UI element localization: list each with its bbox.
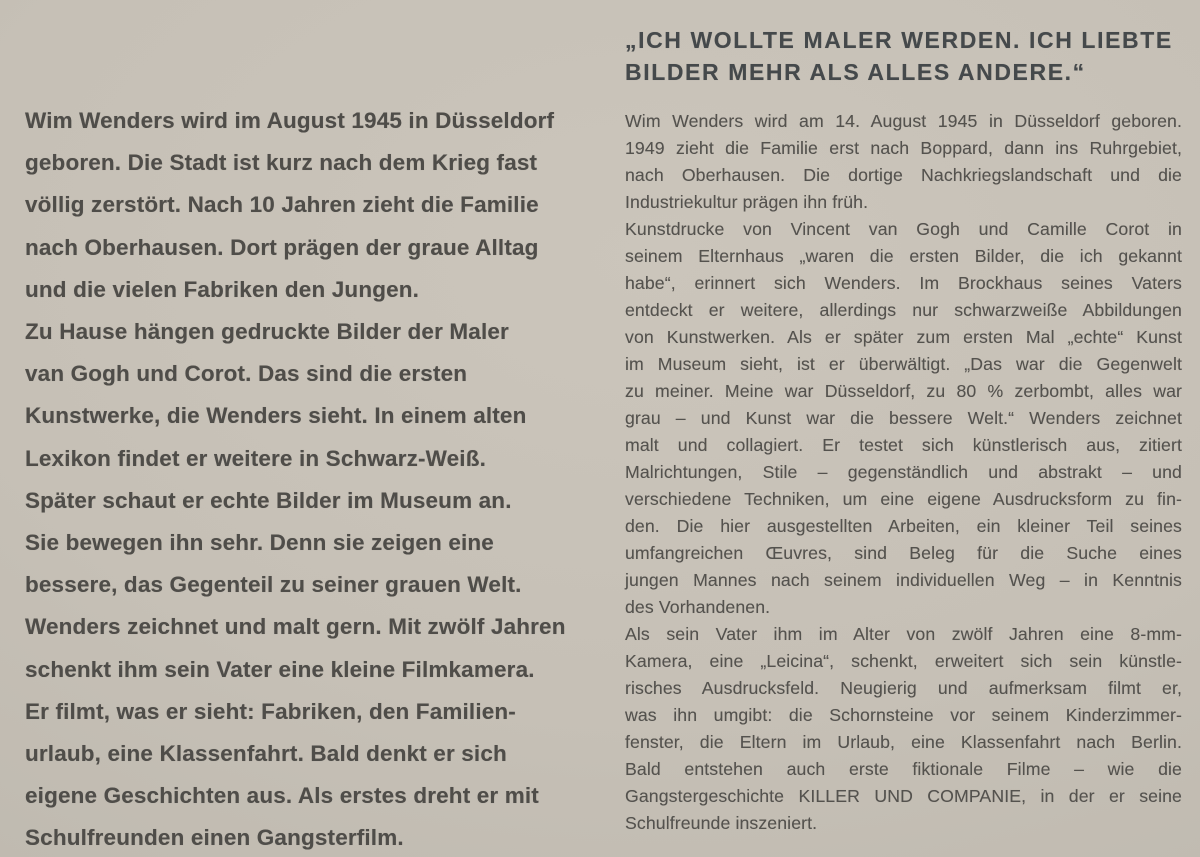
text-line: zu meiner. Meine war Düsseldorf, zu 80 % zerbombt, alles war bbox=[625, 381, 1182, 401]
text-line: entdeckt er weitere, allerdings nur schwarzweiße Abbildungen bbox=[625, 300, 1182, 320]
text-line: im Museum sieht, ist er überwältigt. „Das war die Gegenwelt bbox=[625, 354, 1182, 374]
text-line: Später schaut er echte Bilder im Museum an. bbox=[25, 487, 512, 513]
text-line: Bald entstehen auch erste fiktionale Filme – wie die bbox=[625, 759, 1182, 779]
text-line: schenkt ihm sein Vater eine kleine Filmkamera. bbox=[25, 656, 535, 682]
text-line: völlig zerstört. Nach 10 Jahren zieht die Familie bbox=[25, 192, 539, 218]
text-line: von Kunstwerken. Als er später zum ersten Mal „echte“ Kunst bbox=[625, 327, 1182, 347]
text-line: 1949 zieht die Familie erst nach Boppard, dann ins Ruhrgebiet, bbox=[625, 138, 1182, 158]
text-line: van Gogh und Corot. Das sind die ersten bbox=[25, 361, 468, 387]
text-line: Er filmt, was er sieht: Fabriken, den Familien- bbox=[25, 698, 516, 724]
text-line: Sie bewegen ihn sehr. Denn sie zeigen eine bbox=[25, 530, 494, 556]
text-line: und die vielen Fabriken den Jungen. bbox=[25, 276, 420, 302]
text-line: umfangreichen Œuvres, sind Beleg für die Suche eines bbox=[625, 543, 1182, 563]
text-line: nach Oberhausen. Die dortige Nachkriegslandschaft und die bbox=[625, 165, 1182, 185]
text-line: fenster, die Eltern im Urlaub, eine Klassenfahrt nach Berlin. bbox=[625, 732, 1182, 752]
quote-heading-line-1: „ICH WOLLTE MALER WERDEN. ICH LIEBTE bbox=[625, 27, 1173, 53]
text-line: geboren. Die Stadt ist kurz nach dem Krieg fast bbox=[25, 150, 538, 176]
text-line: nach Oberhausen. Dort prägen der graue Alltag bbox=[25, 234, 539, 260]
text-line: des Vorhandenen. bbox=[625, 597, 771, 617]
left-text-block bbox=[25, 100, 577, 857]
text-line: grau – und Kunst war die bessere Welt.“ Wenders zeichnet bbox=[625, 408, 1182, 428]
text-line: Lexikon findet er weitere in Schwarz-Weiß. bbox=[25, 445, 486, 471]
text-line: Als sein Vater ihm im Alter von zwölf Jahren eine 8-mm- bbox=[625, 624, 1182, 644]
text-line: Wim Wenders wird am 14. August 1945 in Düsseldorf geboren. bbox=[625, 111, 1182, 131]
text-line: Wenders zeichnet und malt gern. Mit zwölf Jahren bbox=[25, 614, 566, 640]
text-line: jungen Mannes nach seinem individuellen Weg – in Kenntnis bbox=[625, 570, 1182, 590]
text-line: urlaub, eine Klassenfahrt. Bald denkt er sich bbox=[25, 741, 507, 767]
text-line: habe“, erinnert sich Wenders. Im Brockhaus seines Vaters bbox=[625, 273, 1182, 293]
text-line: eigene Geschichten aus. Als erstes dreht er mit bbox=[25, 783, 539, 809]
text-line: Schulfreunde inszeniert. bbox=[625, 813, 818, 833]
text-line: Wim Wenders wird im August 1945 in Düsseldorf bbox=[25, 108, 555, 133]
text-line: Gangstergeschichte KILLER UND COMPANIE, in der er seine bbox=[625, 786, 1182, 806]
text-line: malt und collagiert. Er testet sich künstlerisch aus, zitiert bbox=[625, 435, 1182, 455]
quote-heading bbox=[625, 25, 1182, 88]
text-line: Schulfreunden einen Gangsterfilm. bbox=[25, 825, 404, 851]
text-line: Malrichtungen, Stile – gegenständlich und abstrakt – und bbox=[625, 462, 1182, 482]
quote-heading-line-2: BILDER MEHR ALS ALLES ANDERE.“ bbox=[625, 58, 1086, 85]
text-line: Industriekultur prägen ihn früh. bbox=[625, 192, 869, 212]
text-line: Kunstdrucke von Vincent van Gogh und Camille Corot in bbox=[625, 219, 1182, 239]
text-line: verschiedene Techniken, um eine eigene Ausdrucksform zu fin- bbox=[625, 489, 1182, 509]
text-line: Zu Hause hängen gedruckte Bilder der Maler bbox=[25, 319, 509, 345]
text-line: risches Ausdrucksfeld. Neugierig und aufmerksam filmt er, bbox=[625, 678, 1182, 698]
main-text bbox=[625, 108, 1182, 837]
text-line: Kunstwerke, die Wenders sieht. In einem alten bbox=[25, 403, 527, 429]
text-line: seinem Elternhaus „waren die ersten Bilder, die ich gekannt bbox=[625, 246, 1182, 266]
text-line: was ihn umgibt: die Schornsteine vor seinem Kinderzimmer- bbox=[625, 705, 1182, 725]
text-line: den. Die hier ausgestellten Arbeiten, ein kleiner Teil seines bbox=[625, 516, 1182, 536]
text-line: Kamera, eine „Leicina“, schenkt, erweitert sich sein künstle- bbox=[625, 651, 1182, 671]
right-text-block bbox=[625, 25, 1182, 837]
text-line: bessere, das Gegenteil zu seiner grauen Welt. bbox=[25, 572, 522, 598]
